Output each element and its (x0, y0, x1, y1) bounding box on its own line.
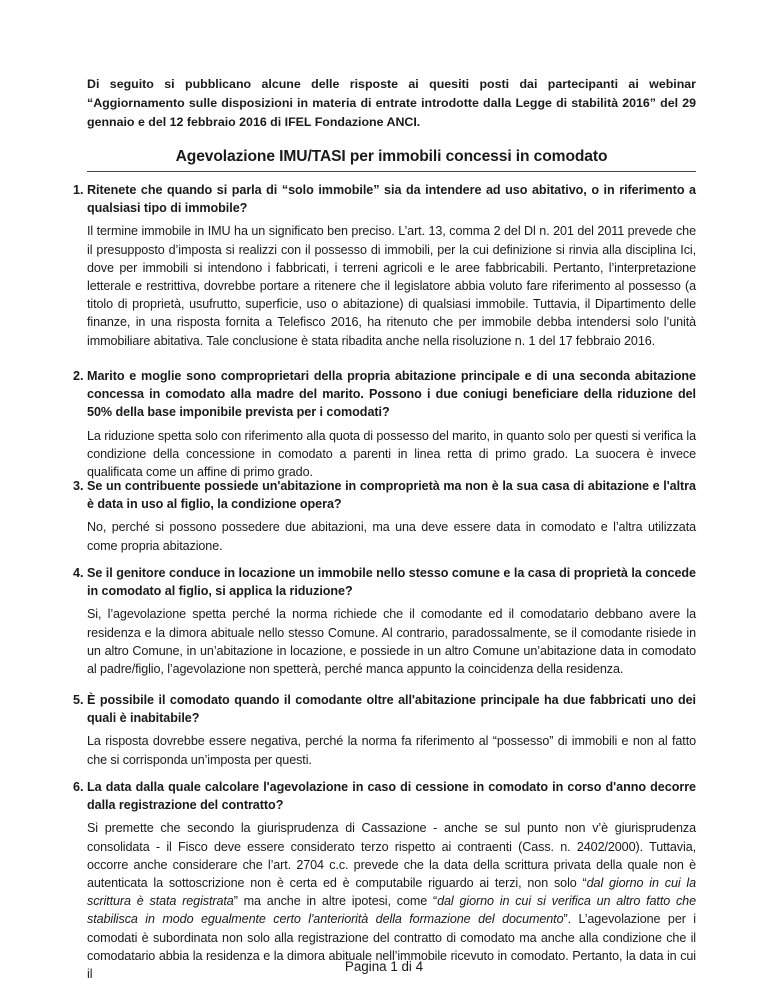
intro-paragraph: Di seguito si pubblicano alcune delle risposte ai quesiti posti dai partecipanti ai webinar “Aggiornamento sulle disposizioni in materia di entrate introdotte dalla Legge di stabilità 2016” del 29 gennaio e del 12 febbraio 2016 di IFEL Fondazione ANCI. (87, 77, 696, 129)
answer-part: ” ma anche in altre ipotesi, come “ (233, 894, 438, 909)
page-footer: Pagina 1 di 4 (344, 959, 424, 974)
answer-text: Si, l’agevolazione spetta perché la norma richiede che il comodante ed il comodatario debbano avere la residenza e la dimora abituale nello stesso Comune. Al contrario, paradossalmente, se il comodante risiede in un altro Comune, in un’abitazione in locazione, e possiede in un altro Comune un’abitazione data in comodato al padre/figlio, l’agevolazione non spetterà, perché manca appunto la coincidenza della residenza. (87, 607, 696, 677)
answer-quote-italic: dal giorno in cui la scrittura è stata registrata (87, 876, 697, 909)
qa-item-1 (73, 181, 696, 350)
qa-item-3 (73, 477, 696, 555)
title-underline (87, 171, 696, 172)
section-title: Agevolazione IMU/TASI per immobili concessi in comodato (175, 148, 608, 165)
qa-item-4 (73, 564, 696, 678)
item-number: 2. (73, 369, 84, 383)
qa-item-2 (73, 367, 696, 481)
answer-quote-italic: dal giorno in cui si verifica un altro fatto che stabilisca in modo egualmente certo l'anteriorità della formazione del documento (87, 894, 696, 927)
question-text: Ritenete che quando si parla di “solo immobile” sia da intendere ad uso abitativo, o in riferimento a qualsiasi tipo di immobile? (87, 183, 696, 216)
item-number: 4. (73, 566, 84, 580)
question-text: La data dalla quale calcolare l'agevolazione in caso di cessione in comodato in corso d'anno decorre dalla registrazione del contratto? (87, 780, 696, 813)
question-text: Se il genitore conduce in locazione un immobile nello stesso comune e la casa di proprietà la concede in comodato al figlio, si applica la riduzione? (87, 566, 696, 599)
item-number: 1. (73, 183, 84, 197)
question-text: Se un contribuente possiede un'abitazione in comproprietà ma non è la sua casa di abitazione e l'altra è data in uso al figlio, la condizione opera? (87, 479, 696, 512)
answer-text: No, perché si possono possedere due abitazioni, ma una deve essere data in comodato e l’altra utilizzata come propria abitazione. (87, 520, 696, 553)
qa-item-5 (73, 691, 696, 769)
item-number: 3. (73, 479, 84, 493)
answer-text: La riduzione spetta solo con riferimento alla quota di possesso del marito, in quanto solo per questi si verifica la condizione della concessione in comodato a parenti in linea retta di primo grado. La suocera è invece qualificata come un affine di primo grado. (87, 428, 696, 480)
qa-item-6 (73, 778, 697, 983)
item-number: 6. (73, 780, 84, 794)
answer-part: ”. L’agevolazione per i comodati è subordinata non solo alla registrazione del contratto di comodato ma anche alla condizione che il comodatario abbia la residenza e la dimora abituale nell’immobile ricevuto in comodato. Pertanto, la data in cui il (87, 912, 697, 982)
answer-text: La risposta dovrebbe essere negativa, perché la norma fa riferimento al “possesso” di immobili e non al fatto che si corrisponda un’imposta per questi. (87, 734, 696, 767)
question-text: Marito e moglie sono comproprietari della propria abitazione principale e di una seconda abitazione concessa in comodato alla madre del marito. Possono i due coniugi beneficiare della riduzione del 50% della base imponibile prevista per i comodati? (87, 369, 696, 420)
answer-part: Si premette che secondo la giurisprudenza di Cassazione - anche se sul punto non v’è giurisprudenza consolidata - il Fisco deve essere considerato terzo rispetto ai contraenti (Cass. n. 2402/2000). Tuttavia, occorre anche considerare che l’art. 2704 c.c. prevede che la data della scrittura privata della quale non è autenticata la sottoscrizione non è certa ed è computabile riguardo ai terzi, non solo “ (87, 821, 696, 891)
answer-text: Il termine immobile in IMU ha un significato ben preciso. L’art. 13, comma 2 del Dl n. 201 del 2011 prevede che il presupposto d’imposta si realizzi con il possesso di immobili, per la cui definizione si rinvia alla disciplina Ici, dove per immobili si intendono i fabbricati, i terreni agricoli e le aree fabbricabili. Pertanto, l’interpretazione letterale e restrittiva, dovrebbe portare a ritenere che il legislatore abbia voluto fare riferimento al possesso (a titolo di proprietà, usufrutto, superficie, uso o abitazione) di qualsiasi immobile. Tuttavia, il Dipartimento delle finanze, in una risposta fornita a Telefisco 2016, ha ritenuto che per immobile debba intendersi solo l’unità immobiliare abitativa. Tale conclusione è stata ribadita anche nella risoluzione n. 1 del 17 febbraio 2016. (87, 224, 696, 348)
question-text: È possibile il comodato quando il comodante oltre all'abitazione principale ha due fabbricati uno dei quali è inabitabile? (87, 693, 696, 726)
item-number: 5. (73, 693, 84, 707)
